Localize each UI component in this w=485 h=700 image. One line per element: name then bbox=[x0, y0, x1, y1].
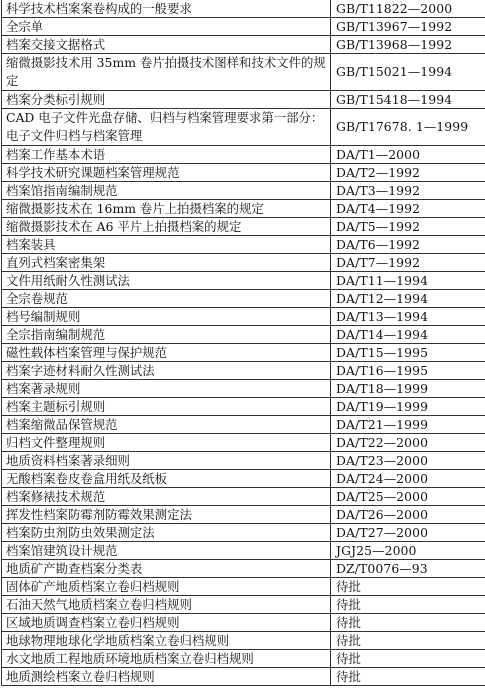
table-row bbox=[2, 182, 485, 200]
standard-name-cell: 地质资料档案著录细则 bbox=[2, 452, 331, 470]
standard-name-cell: 档案缩微品保管规范 bbox=[2, 416, 331, 434]
standard-name-cell: 科学技术档案案卷构成的一般要求 bbox=[2, 0, 331, 18]
standard-name-cell: 档案馆建筑设计规范 bbox=[2, 542, 331, 560]
standard-code-cell: DA/T21—1999 bbox=[331, 416, 485, 434]
standard-code-cell: GB/T13967—1992 bbox=[331, 18, 485, 36]
table-row bbox=[2, 36, 485, 54]
standard-code-cell: JGJ25—2000 bbox=[331, 542, 485, 560]
standard-code-cell: DA/T22—2000 bbox=[331, 434, 485, 452]
table-row bbox=[2, 470, 485, 488]
standard-name-cell: 挥发性档案防霉剂防霉效果测定法 bbox=[2, 506, 331, 524]
table-row bbox=[2, 398, 485, 416]
standard-code-cell: DZ/T0076—93 bbox=[331, 560, 485, 578]
standard-name-cell: 缩微摄影技术在 16mm 卷片上拍摄档案的规定 bbox=[2, 200, 331, 218]
standard-code-cell: DA/T4—1992 bbox=[331, 200, 485, 218]
standard-name-cell: 档案装具 bbox=[2, 236, 331, 254]
table-row bbox=[2, 596, 485, 614]
standard-code-cell: DA/T7—1992 bbox=[331, 254, 485, 272]
table-row bbox=[2, 326, 485, 344]
standard-name-cell: 档案字迹材料耐久性测试法 bbox=[2, 362, 331, 380]
standard-name-cell: 固体矿产地质档案立卷归档规则 bbox=[2, 578, 331, 596]
standard-name-cell: 档案著录规则 bbox=[2, 380, 331, 398]
standard-name-cell: 区域地质调查档案立卷归档规则 bbox=[2, 614, 331, 632]
table-row bbox=[2, 668, 485, 686]
standard-name-cell: 文件用纸耐久性测试法 bbox=[2, 272, 331, 290]
standard-name-cell: 全宗卷规范 bbox=[2, 290, 331, 308]
standard-code-cell: DA/T3—1992 bbox=[331, 182, 485, 200]
standard-name-cell: 档号编制规则 bbox=[2, 308, 331, 326]
standard-code-cell: GB/T15021—1994 bbox=[331, 54, 485, 91]
standard-code-cell: 待批 bbox=[331, 650, 485, 668]
standard-name-cell: 科学技术研究课题档案管理规范 bbox=[2, 164, 331, 182]
standard-name-cell: 档案分类标引规则 bbox=[2, 91, 331, 109]
table-row bbox=[2, 164, 485, 182]
standard-name-cell: 档案馆指南编制规范 bbox=[2, 182, 331, 200]
standard-code-cell: DA/T19—1999 bbox=[331, 398, 485, 416]
standard-code-cell: DA/T16—1995 bbox=[331, 362, 485, 380]
table-row bbox=[2, 524, 485, 542]
table-row bbox=[2, 91, 485, 109]
table-row bbox=[2, 362, 485, 380]
standard-name-cell: 档案修裱技术规范 bbox=[2, 488, 331, 506]
standards-table bbox=[1, 0, 485, 686]
table-row bbox=[2, 236, 485, 254]
standard-name-cell: 地质测绘档案立卷归档规则 bbox=[2, 668, 331, 686]
table-row bbox=[2, 109, 485, 146]
standard-code-cell: GB/T17678. 1—1999 bbox=[331, 109, 485, 146]
standard-name-cell: 地质矿产勘查档案分类表 bbox=[2, 560, 331, 578]
table-row bbox=[2, 614, 485, 632]
table-row bbox=[2, 254, 485, 272]
standard-name-cell: 直列式档案密集架 bbox=[2, 254, 331, 272]
standard-code-cell: 待批 bbox=[331, 668, 485, 686]
standard-name-cell: 档案工作基本术语 bbox=[2, 146, 331, 164]
table-row bbox=[2, 308, 485, 326]
standard-name-cell: 档案交接文据格式 bbox=[2, 36, 331, 54]
table-row bbox=[2, 506, 485, 524]
table-row bbox=[2, 344, 485, 362]
table-row bbox=[2, 650, 485, 668]
standard-code-cell: DA/T6—1992 bbox=[331, 236, 485, 254]
standard-name-cell: 归档文件整理规则 bbox=[2, 434, 331, 452]
standard-name-cell: 石油天然气地质档案立卷归档规则 bbox=[2, 596, 331, 614]
standard-name-cell: 地球物理地球化学地质档案立卷归档规则 bbox=[2, 632, 331, 650]
standard-code-cell: 待批 bbox=[331, 578, 485, 596]
table-row bbox=[2, 578, 485, 596]
table-row bbox=[2, 218, 485, 236]
table-row bbox=[2, 0, 485, 18]
standard-code-cell: 待批 bbox=[331, 596, 485, 614]
table-row bbox=[2, 18, 485, 36]
standard-code-cell: GB/T15418—1994 bbox=[331, 91, 485, 109]
standard-name-cell: CAD 电子文件光盘存储、归档与档案管理要求第一部分：电子文件归档与档案管理 bbox=[2, 109, 331, 146]
standard-code-cell: DA/T11—1994 bbox=[331, 272, 485, 290]
table-row bbox=[2, 272, 485, 290]
standard-name-cell: 全宗指南编制规范 bbox=[2, 326, 331, 344]
table-row bbox=[2, 380, 485, 398]
table-row bbox=[2, 632, 485, 650]
standard-code-cell: DA/T18—1999 bbox=[331, 380, 485, 398]
standard-name-cell: 磁性载体档案管理与保护规范 bbox=[2, 344, 331, 362]
table-row bbox=[2, 200, 485, 218]
standards-table-body bbox=[2, 0, 485, 686]
standard-name-cell: 缩微摄影技术用 35mm 卷片拍摄技术图样和技术文件的规定 bbox=[2, 54, 331, 91]
standard-code-cell: DA/T15—1995 bbox=[331, 344, 485, 362]
table-row bbox=[2, 416, 485, 434]
standard-code-cell: DA/T14—1994 bbox=[331, 326, 485, 344]
table-row bbox=[2, 146, 485, 164]
standard-code-cell: DA/T25—2000 bbox=[331, 488, 485, 506]
table-row bbox=[2, 488, 485, 506]
standard-name-cell: 全宗单 bbox=[2, 18, 331, 36]
standard-code-cell: GB/T11822—2000 bbox=[331, 0, 485, 18]
standard-code-cell: DA/T2—1992 bbox=[331, 164, 485, 182]
standard-name-cell: 缩微摄影技术在 A6 平片上拍摄档案的规定 bbox=[2, 218, 331, 236]
table-row bbox=[2, 290, 485, 308]
standard-name-cell: 水文地质工程地质环境地质档案立卷归档规则 bbox=[2, 650, 331, 668]
table-row bbox=[2, 542, 485, 560]
standard-code-cell: DA/T1—2000 bbox=[331, 146, 485, 164]
standard-code-cell: GB/T13968—1992 bbox=[331, 36, 485, 54]
standard-code-cell: DA/T5—1992 bbox=[331, 218, 485, 236]
standard-name-cell: 档案主题标引规则 bbox=[2, 398, 331, 416]
standard-name-cell: 档案防虫剂防虫效果测定法 bbox=[2, 524, 331, 542]
standard-code-cell: DA/T13—1994 bbox=[331, 308, 485, 326]
table-row bbox=[2, 560, 485, 578]
standard-code-cell: DA/T23—2000 bbox=[331, 452, 485, 470]
standard-code-cell: DA/T26—2000 bbox=[331, 506, 485, 524]
standard-code-cell: 待批 bbox=[331, 632, 485, 650]
table-row bbox=[2, 54, 485, 91]
standard-name-cell: 无酸档案卷皮卷盒用纸及纸板 bbox=[2, 470, 331, 488]
standard-code-cell: DA/T12—1994 bbox=[331, 290, 485, 308]
table-row bbox=[2, 434, 485, 452]
table-row bbox=[2, 452, 485, 470]
standard-code-cell: 待批 bbox=[331, 614, 485, 632]
standard-code-cell: DA/T27—2000 bbox=[331, 524, 485, 542]
standard-code-cell: DA/T24—2000 bbox=[331, 470, 485, 488]
